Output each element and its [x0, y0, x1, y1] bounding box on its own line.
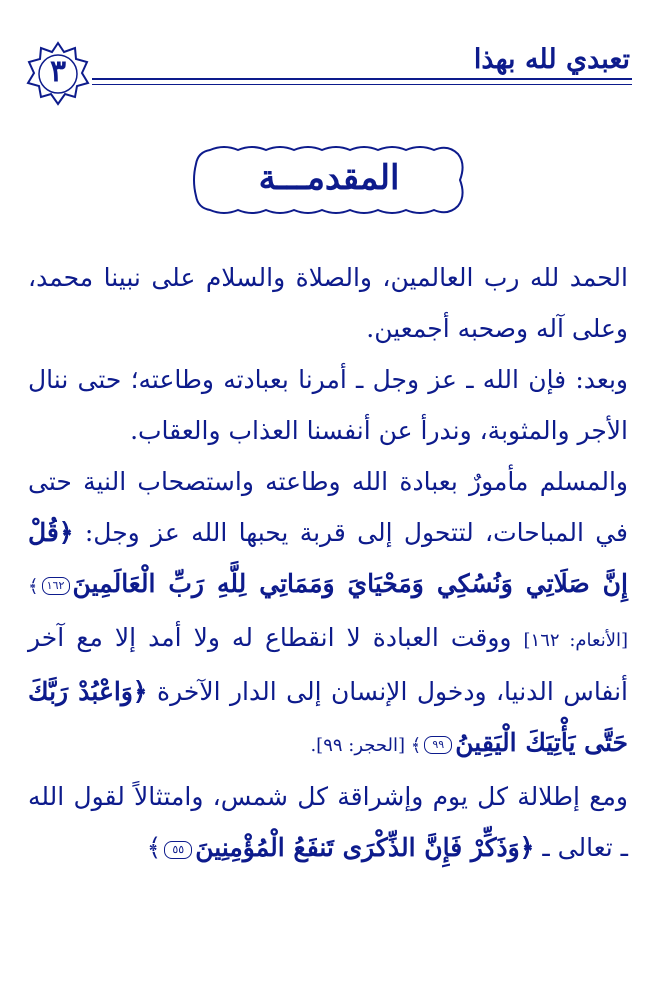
header-title: تعبدي لله بهذا	[473, 44, 630, 75]
verse-reference-1: ﴾ [الأنعام: ١٦٢]	[28, 576, 629, 651]
quran-verse-1: ﴿قُلْ إِنَّ صَلَاتِي وَنُسُكِي وَمَحْيَايَ وَمَمَاتِي لِلَّهِ رَبِّ الْعَالَمِينَ	[28, 518, 628, 598]
paragraph-1: الحمد لله رب العالمين، والصلاة والسلام على نبينا محمد، وعلى آله وصحبه أجمعين.	[28, 263, 628, 343]
ayah-number-3: ٥٥	[164, 841, 192, 859]
page-number: ٣	[49, 54, 67, 89]
body-text	[28, 252, 628, 873]
ayah-number-1: ١٦٢	[42, 577, 70, 595]
verse-reference-2: ﴾ [الحجر: ٩٩].	[310, 735, 422, 756]
section-title: المقدمـــة	[258, 158, 400, 198]
page-number-badge	[24, 40, 92, 108]
running-header	[20, 40, 640, 110]
paragraph-2: وبعد: فإن الله ـ عز وجل ـ أمرنا بعبادته وطاعته؛ حتى ننال الأجر والمثوبة، وندرأ عن أنفسنا العذاب والعقاب.	[28, 365, 628, 445]
paragraph-4	[28, 771, 628, 873]
paragraph-3	[28, 456, 628, 771]
quran-verse-2: ﴿وَاعْبُدْ رَبَّكَ حَتَّى يَأْتِيَكَ الْيَقِينُ	[28, 677, 628, 757]
paragraph-3-middle: ووقت العبادة لا انقطاع له ولا أمد إلا مع آخر أنفاس الدنيا، ودخول الإنسان إلى الدار الآخرة	[28, 623, 628, 706]
ayah-number-2: ٩٩	[424, 736, 452, 754]
header-rule-thin	[92, 84, 632, 85]
section-title-frame	[190, 142, 468, 218]
paragraph-4-intro: ومع إطلالة كل يوم وإشراقة كل شمس، وامتثالاً لقول الله ـ تعالى ـ	[28, 782, 628, 862]
paragraph-3-intro: والمسلم مأمورٌ بعبادة الله وطاعته واستصحاب النية حتى في المباحات، لتتحول إلى قربة يحبها الله عز وجل:	[28, 467, 628, 547]
verse-close-bracket: ﴾	[146, 833, 162, 862]
header-rule	[92, 78, 632, 80]
quran-verse-3: ﴿وَذَكِّرْ فَإِنَّ الذِّكْرَى تَنفَعُ الْمُؤْمِنِينَ	[195, 833, 535, 862]
